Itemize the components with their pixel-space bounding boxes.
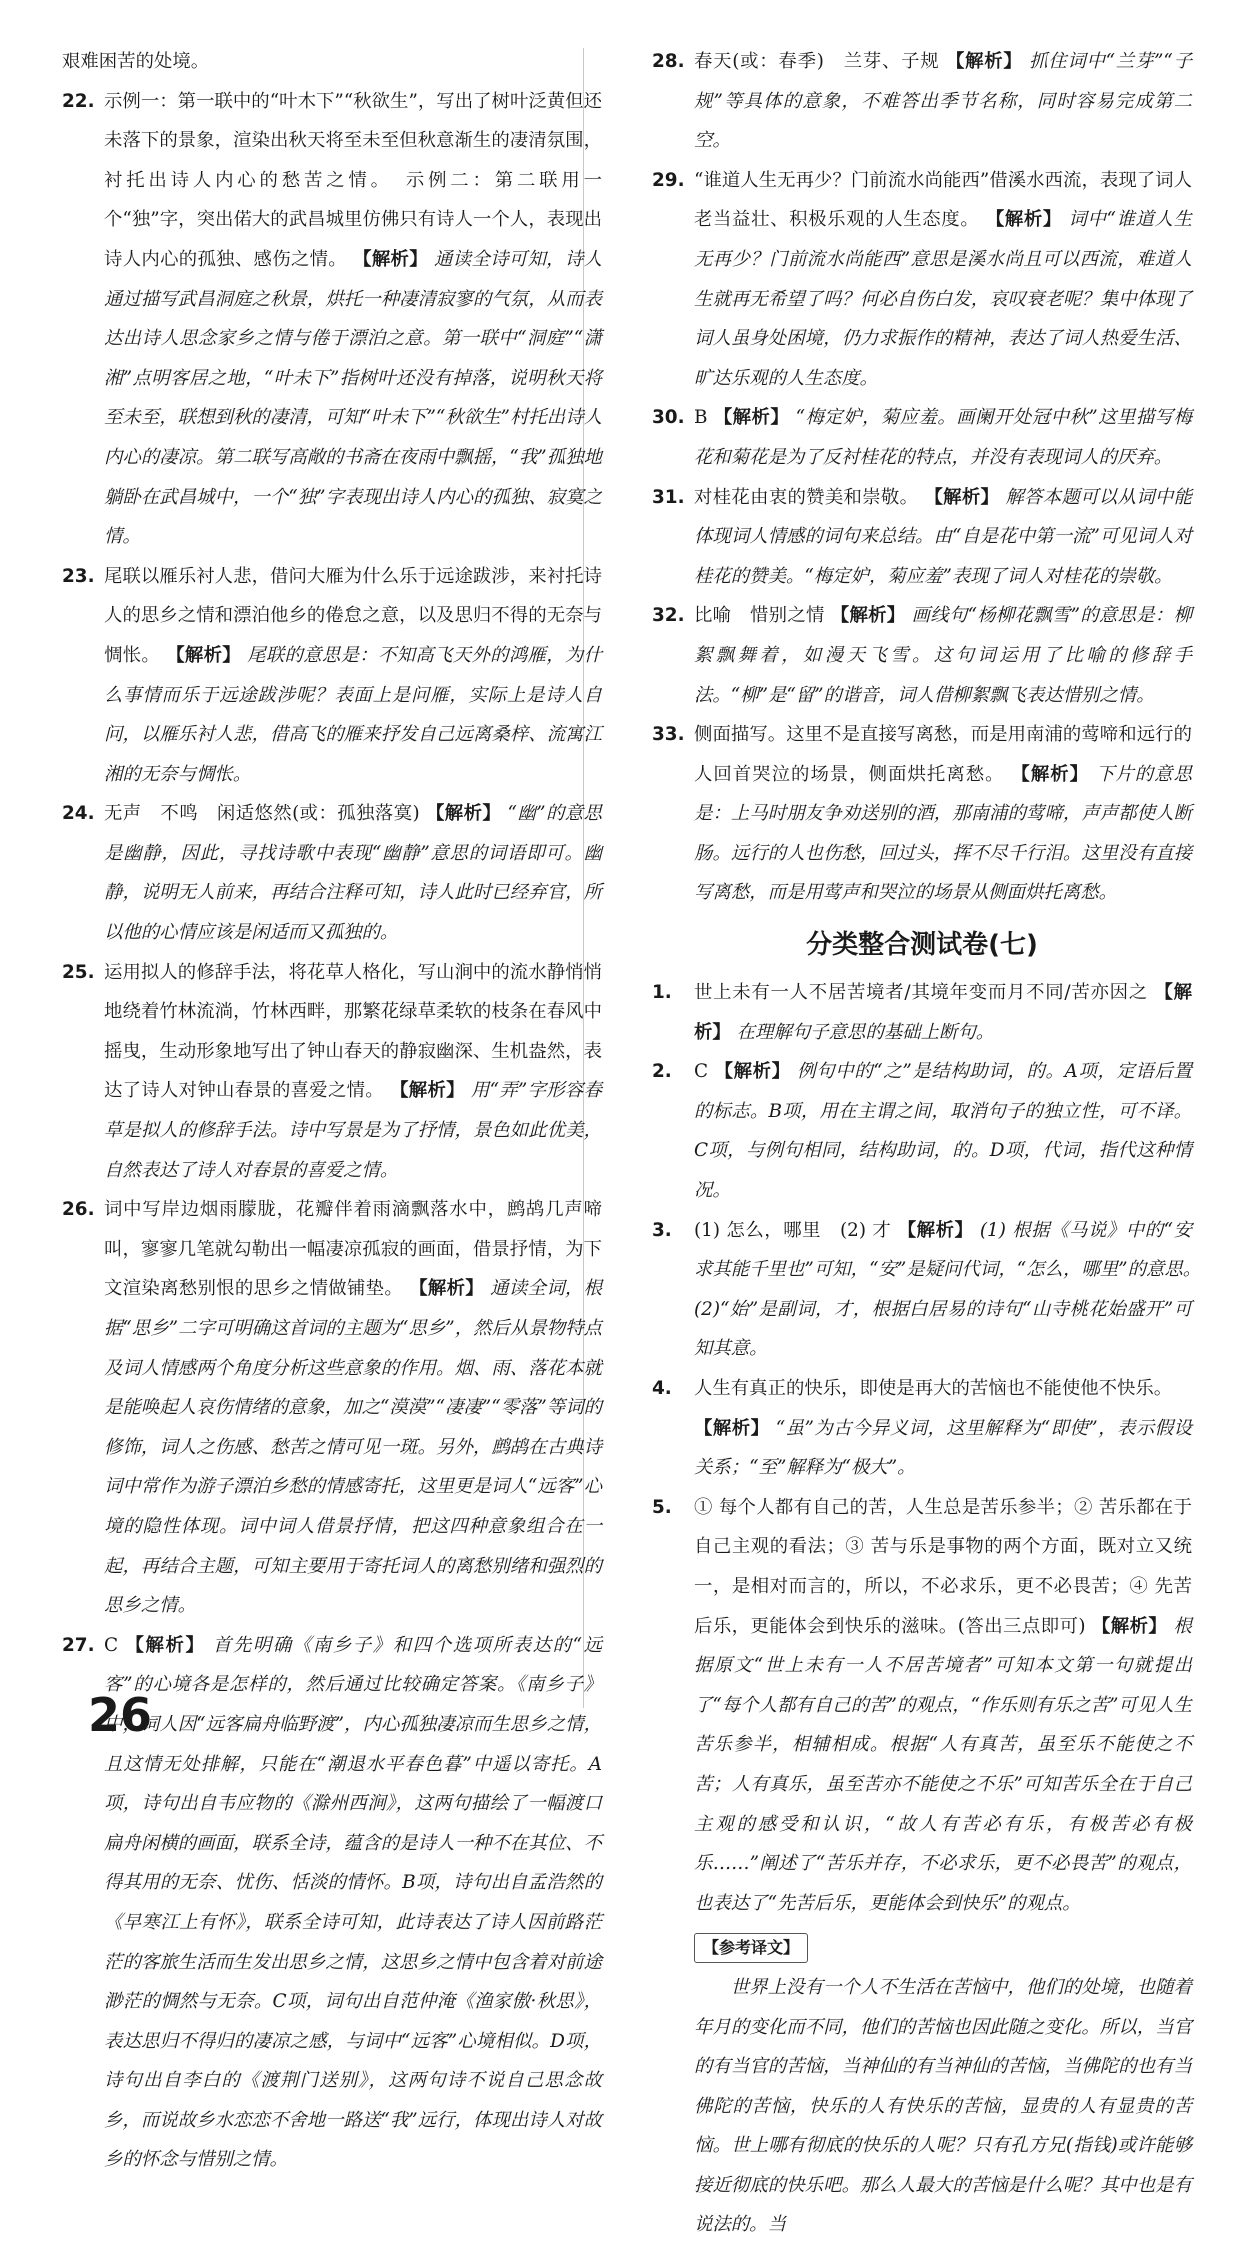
answer-23 [62, 557, 602, 795]
analysis-tag: 【解析】 [985, 209, 1062, 231]
analysis-text: 用“弄”字形容春草是拟人的修辞手法。诗中写景是为了抒情，景色如此优美，自然表达了诗人对春景的喜爱之情。 [104, 1080, 602, 1181]
answer-text: 示例一：第一联中的“叶木下”“秋欲生”，写出了树叶泛黄但还未落下的景象，渲染出秋天将至未至但秋意渐生的凄清氛围，衬托出诗人内心的愁苦之情。 示例二：第二联用一个“独”字，突出偌大的武昌城里仿佛只有诗人一个人，表现出诗人内心的孤独、感伤之情。 [104, 90, 602, 270]
answer-b4 [652, 1369, 1192, 1409]
analysis-tag: 【解析】 [125, 1634, 206, 1656]
analysis-tag: 【解析】 [425, 803, 502, 825]
answer-25 [62, 953, 602, 1191]
answer-number: 25. [62, 961, 95, 983]
analysis-text: 通读全诗可知，诗人通过描写武昌洞庭之秋景，烘托一种凄清寂寥的气氛，从而表达出诗人思念家乡之情与倦于漂泊之意。第一联中“洞庭”“潇湘”点明客居之地，“叶未下”指树叶还没有掉落，说明秋天将至未至，联想到秋的凄清，可知“叶未下”“秋欲生”村托出诗人内心的凄凉。第二联写高敞的书斋在夜雨中飘摇，“我”孤独地躺卧在武昌城中，一个“独”字表现出诗人内心的孤独、寂寞之情。 [104, 248, 602, 548]
answer-text: C [104, 1634, 119, 1656]
answer-number: 4. [652, 1378, 672, 1399]
analysis-tag: 【解析】 [830, 605, 906, 627]
answer-text: 比喻 惜别之情 [694, 605, 825, 627]
answer-26 [62, 1190, 602, 1626]
analysis-tag: 【解析】 [713, 407, 790, 429]
answer-text: ① 每个人都有自己的苦，人生总是苦乐参半；② 苦乐都在于自己主观的看法；③ 苦与乐是事物的两个方面，既对立又统一，是相对而言的，所以，不必求乐，更不必畏苦；④ 先苦后乐，更能体会到快乐的滋味。(答出三点即可) [694, 1496, 1192, 1637]
analysis-tag: 【解析】 [694, 1417, 770, 1439]
answer-number: 2. [652, 1061, 672, 1083]
analysis-tag: 【解析】 [353, 248, 428, 270]
analysis-text: “幽”的意思是幽静，因此，寻找诗歌中表现“幽静”意思的词语即可。幽静，说明无人前来，再结合注释可知，诗人此时已经弃官，所以他的心情应该是闲适而又孤独的。 [104, 803, 602, 944]
analysis-tag: 【解析】 [897, 1219, 974, 1241]
answer-number: 22. [62, 90, 95, 112]
answer-number: 23. [62, 565, 95, 587]
answer-text: C [694, 1061, 709, 1083]
answer-text: 人生有真正的快乐，即使是再大的苦恼也不能使他不快乐。 [694, 1378, 1173, 1399]
answer-number: 27. [62, 1634, 95, 1656]
reference-translation-label-row [652, 1923, 1192, 1968]
answer-number: 30. [652, 407, 685, 429]
answer-b4-analysis [652, 1409, 1192, 1488]
analysis-tag: 【解析】 [714, 1061, 791, 1083]
answer-number: 32. [652, 605, 685, 627]
analysis-tag: 【解析】 [1091, 1615, 1168, 1637]
answer-number: 26. [62, 1199, 95, 1221]
reference-translation-text: 世界上没有一个人不生活在苦恼中，他们的处境，也随着年月的变化而不同，他们的苦恼也因此随之变化。所以，当官的有当官的苦恼，当神仙的有当神仙的苦恼，当佛陀的也有当佛陀的苦恼，快乐的人有快乐的苦恼，显贵的人有显贵的苦恼。世上哪有彻底的快乐的人呢？只有孔方兄(指钱)或许能够接近彻底的快乐吧。那么人最大的苦恼是什么呢？其中也是有说法的。当 [694, 1976, 1192, 2236]
answer-text: 侧面描写。这里不是直接写离愁，而是用南浦的莺啼和远行的人回首哭泣的场景，侧面烘托离愁。 [694, 724, 1192, 785]
answer-30 [652, 398, 1192, 477]
answer-number: 24. [62, 803, 95, 825]
answer-text: B [694, 407, 708, 429]
analysis-text: “虽”为古今异义词，这里解释为“即使”，表示假设关系；“至”解释为“极大”。 [694, 1417, 1192, 1479]
answer-text: 运用拟人的修辞手法，将花草人格化，写山涧中的流水静悄悄地绕着竹林流淌，竹林西畔，那繁花绿草柔软的枝条在春风中摇曳，生动形象地写出了钟山春天的静寂幽深、生机盎然，表达了诗人对钟山春景的喜爱之情。 [104, 961, 602, 1102]
analysis-text: 例句中的“之”是结构助词，的。A项，定语后置的标志。B项，用在主谓之间，取消句子的独立性，可不译。C项，与例句相同，结构助词，的。D项，代词，指代这种情况。 [694, 1061, 1192, 1202]
analysis-text: 通读全词，根据“思乡”二字可明确这首词的主题为“思乡”，然后从景物特点及词人情感两个角度分析这些意象的作用。烟、雨、落花本就是能唤起人哀伤情绪的意象，加之“漠漠”“凄凄”“零落”等词的修饰，词人之伤感、愁苦之情可见一斑。另外，鹧鸪在古典诗词中常作为游子漂泊乡愁的情感寄托，这里更是词人“远客”心境的隐性体现。词中词人借景抒情，把这四种意象组合在一起，再结合主题，可知主要用于寄托词人的离愁别绪和强烈的思乡之情。 [104, 1278, 602, 1617]
answer-number: 33. [652, 724, 685, 746]
analysis-tag: 【解析】 [924, 486, 1000, 508]
answer-text: 无声 不鸣 闲适悠然(或：孤独落寞) [104, 803, 420, 825]
left-column [62, 42, 602, 2171]
answer-number: 5. [652, 1496, 672, 1518]
answer-b2 [652, 1052, 1192, 1210]
answer-number: 3. [652, 1219, 672, 1241]
analysis-text: 画线句“杨柳花飘雪”的意思是：柳絮飘舞着，如漫天飞雪。这句词运用了比喻的修辞手法。“柳”是“留”的谐音，词人借柳絮飘飞表达惜别之情。 [694, 605, 1192, 706]
analysis-text: 在理解句子意思的基础上断句。 [736, 1021, 995, 1043]
answer-24 [62, 794, 602, 952]
answer-28 [652, 42, 1192, 161]
answer-31 [652, 478, 1192, 597]
analysis-text: 词中“谁道人生无再少？门前流水尚能西”意思是溪水尚且可以西流，难道人生就再无希望了吗？何必自伤白发，哀叹衰老呢？集中体现了词人虽身处困境，仍力求振作的精神，表达了词人热爱生活、旷达乐观的人生态度。 [694, 209, 1192, 389]
page-number: 26 [88, 1688, 153, 1742]
analysis-text: (1) 根据《马说》中的“安求其能千里也”可知，“安”是疑问代词，“怎么，哪里”的意思。 (2)“始”是副词，才，根据白居易的诗句“山寺桃花始盛开”可知其意。 [694, 1219, 1211, 1360]
answer-text: 世上未有一人不居苦境者/其境年变而月不同/苦亦因之 [694, 982, 1148, 1004]
intro-text: 艰难困苦的处境。 [62, 51, 210, 72]
answer-number: 29. [652, 169, 685, 191]
section-title: 分类整合测试卷(七) [806, 930, 1038, 961]
analysis-tag: 【解析】 [694, 982, 1192, 1043]
analysis-tag: 【解析】 [945, 51, 1023, 72]
analysis-text: 抓住词中“兰芽”“子规”等具体的意象，不难答出季节名称，同时容易完成第二空。 [694, 51, 1192, 152]
answer-number: 31. [652, 486, 685, 508]
answer-text: 春天(或：春季) 兰芽、子规 [694, 51, 940, 72]
answer-number: 1. [652, 982, 672, 1004]
answer-b3 [652, 1211, 1211, 1369]
answer-b5 [652, 1488, 1192, 1924]
analysis-text: 根据原文“世上未有一人不居苦境者”可知本文第一句就提出了“每个人都有自己的苦”的观点，“作乐则有乐之苦”可见人生苦乐参半，相辅相成。根据“人有真苦，虽至乐不能使之不苦；人有真乐，虽至苦亦不能使之不乐”可知苦乐全在于自己主观的感受和认识，“故人有苦必有乐，有极苦必有极乐……”阐述了“苦乐并存，不必求乐，更不必畏苦”的观点，也表达了“先苦后乐，更能体会到快乐”的观点。 [694, 1615, 1192, 1914]
answer-text: 对桂花由衷的赞美和崇敬。 [694, 486, 919, 508]
analysis-tag: 【解析】 [166, 644, 241, 666]
analysis-tag: 【解析】 [390, 1080, 465, 1102]
right-column [652, 42, 1211, 2236]
answer-32 [652, 596, 1192, 715]
answer-33 [652, 715, 1192, 913]
analysis-text: “梅定妒，菊应羞。画阑开处冠中秋”这里描写梅花和菊花是为了反衬桂花的特点，并没有表现词人的厌弃。 [694, 407, 1192, 468]
reference-translation-label: 【参考译文】 [694, 1933, 808, 1963]
answer-page [62, 42, 1211, 2236]
answer-text: 尾联以雁乐衬人悲，借问大雁为什么乐于远途跋涉，来衬托诗人的思乡之情和漂泊他乡的倦怠之意，以及思归不得的无奈与惆怅。 [104, 565, 602, 666]
answer-text: 词中写岸边烟雨朦胧，花瓣伴着雨滴飘落水中，鹧鸪几声啼叫，寥寥几笔就勾勒出一幅凄凉孤寂的画面，借景抒情，为下文渲染离愁别恨的思乡之情做铺垫。 [104, 1199, 602, 1300]
analysis-text: 下片的意思是：上马时朋友争劝送别的酒，那南浦的莺啼，声声都使人断肠。远行的人也伤愁，回过头，挥不尽千行泪。这里没有直接写离愁，而是用莺声和哭泣的场景从侧面烘托离愁。 [694, 763, 1192, 904]
answer-b1 [652, 973, 1192, 1052]
answer-number: 28. [652, 51, 685, 72]
answer-text: “谁道人生无再少？门前流水尚能西”借溪水西流，表现了词人老当益壮、积极乐观的人生态度。 [694, 169, 1192, 231]
analysis-tag: 【解析】 [1011, 763, 1090, 785]
answer-29 [652, 161, 1192, 399]
answer-22 [62, 82, 602, 557]
analysis-text: 首先明确《南乡子》和四个选项所表达的“远客”的心境各是怎样的，然后通过比较确定答案。《南乡子》中，词人因“远客扁舟临野渡”，内心孤独凄凉而生思乡之情，且这情无处排解，只能在“潮退水平春色暮”中遥以寄托。A项，诗句出自韦应物的《滁州西涧》，这两句描绘了一幅渡口扁舟闲横的画面，联系全诗，蕴含的是诗人一种不在其位、不得其用的无奈、忧伤、恬淡的情怀。B项，诗句出自孟浩然的《早寒江上有怀》，联系全诗可知，此诗表达了诗人因前路茫茫的客旅生活而生发出思乡之情，这思乡之情中包含着对前途渺茫的惆然与无奈。C项，词句出自范仲淹《渔家傲·秋思》，表达思归不得归的凄凉之感，与词中“远客”心境相似。D项，诗句出自李白的《渡荆门送别》，这两句诗不说自己思念故乡，而说故乡水恋恋不舍地一路送“我”远行，体现出诗人对故乡的怀念与惜别之情。 [104, 1634, 602, 2171]
analysis-text: 尾联的意思是：不知高飞天外的鸿雁，为什么事情而乐于远途跋涉呢？表面上是问雁，实际上是诗人自问，以雁乐衬人悲，借高飞的雁来抒发自己远离桑梓、流寓江湘的无奈与惆怅。 [104, 644, 602, 785]
analysis-tag: 【解析】 [409, 1278, 484, 1300]
analysis-text: 解答本题可以从词中能体现词人情感的词句来总结。由“自是花中第一流”可见词人对桂花的赞美。“梅定妒，菊应羞”表现了词人对桂花的崇敬。 [694, 486, 1192, 587]
answer-text: (1) 怎么，哪里 (2) 才 [694, 1219, 892, 1241]
